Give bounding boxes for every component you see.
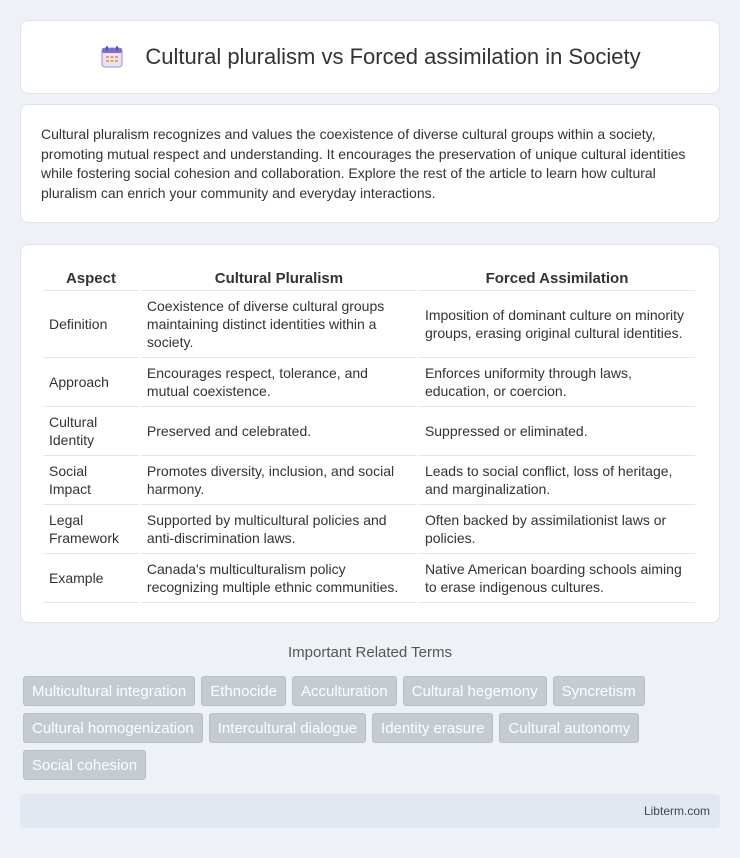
- table-row: [43, 358, 695, 407]
- related-term-tag[interactable]: Syncretism: [553, 676, 645, 706]
- row-aspect: Definition: [43, 291, 139, 358]
- row-pluralism: Encourages respect, tolerance, and mutual coexistence.: [141, 358, 417, 407]
- related-term-tag[interactable]: Social cohesion: [23, 750, 146, 780]
- row-aspect: Example: [43, 554, 139, 603]
- row-pluralism: Coexistence of diverse cultural groups maintaining distinct identities within a society.: [141, 291, 417, 358]
- related-terms-list: [23, 676, 723, 780]
- related-term-tag[interactable]: Acculturation: [292, 676, 397, 706]
- row-pluralism: Preserved and celebrated.: [141, 407, 417, 456]
- row-assimilation: Imposition of dominant culture on minority groups, erasing original cultural identities.: [419, 291, 695, 358]
- table-row: [43, 456, 695, 505]
- table-row: [43, 554, 695, 603]
- header-aspect: Aspect: [43, 265, 139, 291]
- row-pluralism: Supported by multicultural policies and anti-discrimination laws.: [141, 505, 417, 554]
- comparison-table: [41, 265, 697, 603]
- related-term-tag[interactable]: Cultural homogenization: [23, 713, 203, 743]
- intro-card: [20, 104, 720, 223]
- related-term-tag[interactable]: Cultural hegemony: [403, 676, 547, 706]
- related-term-tag[interactable]: Identity erasure: [372, 713, 493, 743]
- calendar-icon: [99, 44, 125, 70]
- related-term-tag[interactable]: Cultural autonomy: [499, 713, 639, 743]
- related-terms-title: Important Related Terms: [288, 644, 452, 661]
- footer-site-link[interactable]: Libterm.com: [643, 804, 710, 818]
- row-assimilation: Suppressed or eliminated.: [419, 407, 695, 456]
- table-row: [43, 291, 695, 358]
- row-aspect: Cultural Identity: [43, 407, 139, 456]
- page-title: Cultural pluralism vs Forced assimilation in Society: [145, 44, 641, 69]
- table-header-row: [43, 265, 695, 291]
- title-card: [20, 20, 720, 94]
- row-pluralism: Promotes diversity, inclusion, and social harmony.: [141, 456, 417, 505]
- row-assimilation: Native American boarding schools aiming to erase indigenous cultures.: [419, 554, 695, 603]
- row-aspect: Legal Framework: [43, 505, 139, 554]
- row-pluralism: Canada's multiculturalism policy recognizing multiple ethnic communities.: [141, 554, 417, 603]
- table-row: [43, 505, 695, 554]
- row-assimilation: Often backed by assimilationist laws or policies.: [419, 505, 695, 554]
- footer: [20, 794, 720, 828]
- intro-text: Cultural pluralism recognizes and values the coexistence of diverse cultural groups within a society, promoting mutual respect and understanding. It encourages the preservation of unique cultural identities while fostering social cohesion and collaboration. Explore the rest of the article to learn how cultural pluralism can enrich your community and everyday interactions.: [41, 126, 686, 201]
- row-aspect: Approach: [43, 358, 139, 407]
- table-row: [43, 407, 695, 456]
- comparison-table-card: [20, 244, 720, 623]
- related-term-tag[interactable]: Intercultural dialogue: [209, 713, 366, 743]
- row-assimilation: Enforces uniformity through laws, education, or coercion.: [419, 358, 695, 407]
- related-term-tag[interactable]: Ethnocide: [201, 676, 286, 706]
- header-forced-assimilation: Forced Assimilation: [419, 265, 695, 291]
- related-term-tag[interactable]: Multicultural integration: [23, 676, 195, 706]
- row-aspect: Social Impact: [43, 456, 139, 505]
- header-cultural-pluralism: Cultural Pluralism: [141, 265, 417, 291]
- row-assimilation: Leads to social conflict, loss of heritage, and marginalization.: [419, 456, 695, 505]
